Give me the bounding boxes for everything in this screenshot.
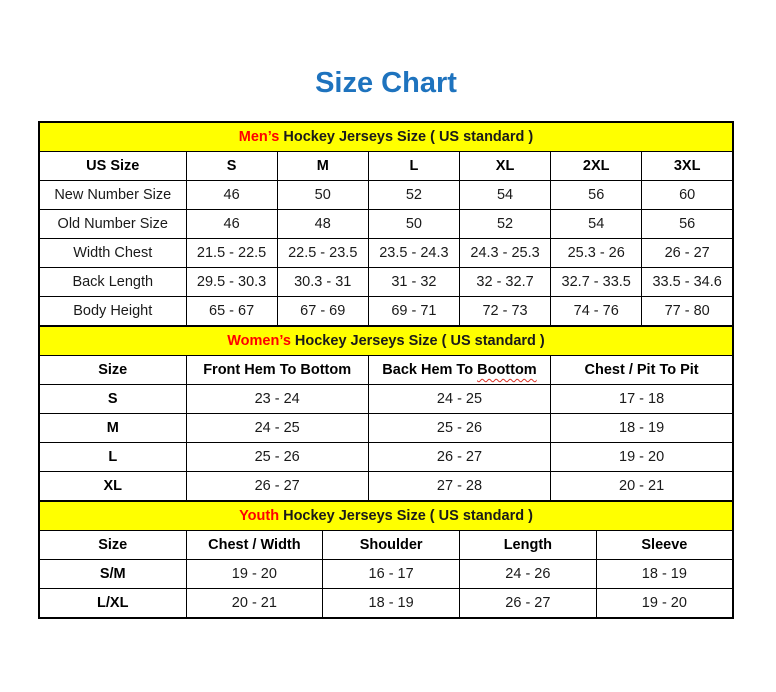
womens-value-cell: 25 - 26 bbox=[368, 414, 550, 443]
womens-value-cell: 17 - 18 bbox=[551, 385, 733, 414]
mens-value-cell: 32 - 32.7 bbox=[459, 268, 550, 297]
womens-value-cell: 18 - 19 bbox=[551, 414, 733, 443]
womens-size-table bbox=[38, 325, 734, 502]
youth-banner-title: Youth Hockey Jerseys Size ( US standard ) bbox=[39, 501, 733, 531]
youth-value-cell: 18 - 19 bbox=[596, 560, 733, 589]
womens-row-label: S bbox=[39, 385, 186, 414]
womens-banner-highlight: Women’s bbox=[227, 333, 291, 349]
womens-row-label: M bbox=[39, 414, 186, 443]
youth-value-cell: 20 - 21 bbox=[186, 589, 323, 619]
youth-column-header: Sleeve bbox=[596, 531, 733, 560]
size-chart-tables bbox=[38, 121, 734, 619]
youth-banner-highlight: Youth bbox=[239, 508, 280, 524]
womens-misspelled-word: Boottom bbox=[477, 362, 537, 378]
mens-value-cell: 46 bbox=[186, 181, 277, 210]
mens-value-cell: 50 bbox=[277, 181, 368, 210]
youth-value-cell: 18 - 19 bbox=[323, 589, 460, 619]
mens-value-cell: 21.5 - 22.5 bbox=[186, 239, 277, 268]
mens-value-cell: 56 bbox=[551, 181, 642, 210]
youth-row-label: L/XL bbox=[39, 589, 186, 619]
table-row bbox=[39, 589, 733, 619]
table-row bbox=[39, 181, 733, 210]
womens-row-label: XL bbox=[39, 472, 186, 502]
mens-column-header: 2XL bbox=[551, 152, 642, 181]
mens-value-cell: 46 bbox=[186, 210, 277, 239]
womens-column-header: Front Hem To Bottom bbox=[186, 356, 368, 385]
womens-value-cell: 26 - 27 bbox=[368, 443, 550, 472]
mens-value-cell: 54 bbox=[551, 210, 642, 239]
mens-value-cell: 29.5 - 30.3 bbox=[186, 268, 277, 297]
womens-value-cell: 24 - 25 bbox=[186, 414, 368, 443]
womens-column-header: Back Hem To Boottom bbox=[368, 356, 550, 385]
mens-value-cell: 60 bbox=[642, 181, 733, 210]
mens-value-cell: 69 - 71 bbox=[368, 297, 459, 327]
mens-value-cell: 48 bbox=[277, 210, 368, 239]
table-row bbox=[39, 443, 733, 472]
mens-column-header: XL bbox=[459, 152, 550, 181]
mens-value-cell: 72 - 73 bbox=[459, 297, 550, 327]
table-row bbox=[39, 414, 733, 443]
mens-column-header: S bbox=[186, 152, 277, 181]
table-row bbox=[39, 239, 733, 268]
womens-column-header: Size bbox=[39, 356, 186, 385]
youth-value-cell: 19 - 20 bbox=[596, 589, 733, 619]
youth-value-cell: 26 - 27 bbox=[460, 589, 597, 619]
youth-row-label: S/M bbox=[39, 560, 186, 589]
youth-column-header: Chest / Width bbox=[186, 531, 323, 560]
mens-value-cell: 74 - 76 bbox=[551, 297, 642, 327]
womens-column-header: Chest / Pit To Pit bbox=[551, 356, 733, 385]
womens-value-cell: 23 - 24 bbox=[186, 385, 368, 414]
mens-value-cell: 31 - 32 bbox=[368, 268, 459, 297]
table-row bbox=[39, 385, 733, 414]
mens-row-label: Back Length bbox=[39, 268, 186, 297]
mens-value-cell: 32.7 - 33.5 bbox=[551, 268, 642, 297]
mens-value-cell: 26 - 27 bbox=[642, 239, 733, 268]
womens-value-cell: 26 - 27 bbox=[186, 472, 368, 502]
womens-header-row bbox=[39, 356, 733, 385]
mens-value-cell: 52 bbox=[368, 181, 459, 210]
youth-value-cell: 16 - 17 bbox=[323, 560, 460, 589]
mens-size-table bbox=[38, 121, 734, 327]
table-row bbox=[39, 210, 733, 239]
mens-banner-title: Men’s Hockey Jerseys Size ( US standard ) bbox=[39, 122, 733, 152]
mens-value-cell: 30.3 - 31 bbox=[277, 268, 368, 297]
mens-value-cell: 67 - 69 bbox=[277, 297, 368, 327]
mens-value-cell: 54 bbox=[459, 181, 550, 210]
womens-row-label: L bbox=[39, 443, 186, 472]
table-row bbox=[39, 297, 733, 327]
mens-value-cell: 25.3 - 26 bbox=[551, 239, 642, 268]
table-row bbox=[39, 560, 733, 589]
womens-banner-title: Women’s Hockey Jerseys Size ( US standard ) bbox=[39, 326, 733, 356]
youth-value-cell: 19 - 20 bbox=[186, 560, 323, 589]
mens-value-cell: 52 bbox=[459, 210, 550, 239]
mens-header-row bbox=[39, 152, 733, 181]
mens-value-cell: 77 - 80 bbox=[642, 297, 733, 327]
mens-value-cell: 22.5 - 23.5 bbox=[277, 239, 368, 268]
womens-value-cell: 25 - 26 bbox=[186, 443, 368, 472]
youth-column-header: Size bbox=[39, 531, 186, 560]
mens-row-label: Old Number Size bbox=[39, 210, 186, 239]
youth-column-header: Shoulder bbox=[323, 531, 460, 560]
mens-row-label: Body Height bbox=[39, 297, 186, 327]
page-title: Size Chart bbox=[315, 67, 457, 99]
mens-value-cell: 23.5 - 24.3 bbox=[368, 239, 459, 268]
womens-value-cell: 24 - 25 bbox=[368, 385, 550, 414]
womens-value-cell: 19 - 20 bbox=[551, 443, 733, 472]
table-row bbox=[39, 472, 733, 502]
mens-value-cell: 50 bbox=[368, 210, 459, 239]
womens-value-cell: 27 - 28 bbox=[368, 472, 550, 502]
mens-column-header: M bbox=[277, 152, 368, 181]
mens-column-header: US Size bbox=[39, 152, 186, 181]
womens-banner-row bbox=[39, 326, 733, 356]
mens-row-label: Width Chest bbox=[39, 239, 186, 268]
mens-value-cell: 65 - 67 bbox=[186, 297, 277, 327]
mens-value-cell: 56 bbox=[642, 210, 733, 239]
mens-banner-highlight: Men’s bbox=[238, 129, 280, 145]
table-row bbox=[39, 268, 733, 297]
mens-value-cell: 24.3 - 25.3 bbox=[459, 239, 550, 268]
youth-value-cell: 24 - 26 bbox=[460, 560, 597, 589]
content-wrap bbox=[38, 66, 734, 619]
mens-column-header: L bbox=[368, 152, 459, 181]
mens-column-header: 3XL bbox=[642, 152, 733, 181]
mens-value-cell: 33.5 - 34.6 bbox=[642, 268, 733, 297]
mens-row-label: New Number Size bbox=[39, 181, 186, 210]
youth-column-header: Length bbox=[460, 531, 597, 560]
womens-value-cell: 20 - 21 bbox=[551, 472, 733, 502]
youth-size-table bbox=[38, 500, 734, 619]
mens-banner-row bbox=[39, 122, 733, 152]
youth-banner-row bbox=[39, 501, 733, 531]
youth-header-row bbox=[39, 531, 733, 560]
